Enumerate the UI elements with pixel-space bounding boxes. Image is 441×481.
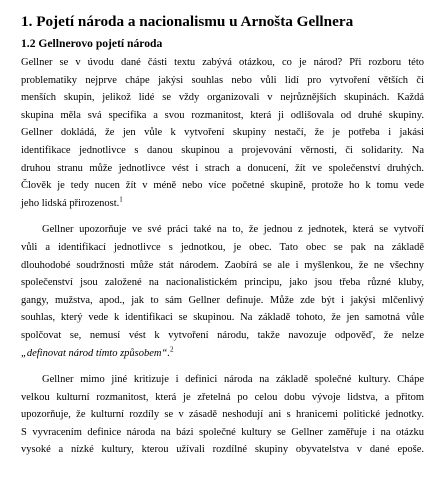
paragraph-line: Gellner dokládá, že jen vůle k vytvoření skupiny nestačí, že je potřeba i jakási bbox=[21, 127, 424, 139]
paragraph-line: Gellner se v úvodu dané části textu zabývá otázkou, co je národ? Při rozboru této bbox=[21, 57, 424, 68]
quotation: „definovat národ tímto způsobem“. bbox=[21, 347, 170, 359]
paragraph-line: gangy, mužstva, apod., jak to sám Gellner definuje. Může zde být i jakýsi mlčenlivý bbox=[21, 294, 424, 306]
document-page bbox=[21, 12, 424, 468]
chapter-heading: 1. Pojetí národa a nacionalismu u Arnošta Gellnera bbox=[21, 13, 354, 30]
paragraph-line: Gellner upozorňuje ve své práci také na to, že jednou z jednotek, která se vytvoří bbox=[42, 224, 424, 236]
paragraph-line: společenství jsou založené na nacionalistickém principu, jako jsou třeba různé kluby, bbox=[21, 277, 424, 289]
paragraph-line: souhlas, který vede k identifikaci se skupinou. Na základě tohoto, že jen samotná vůle bbox=[21, 312, 424, 324]
paragraph-line-text: jeho lidská přirozenost. bbox=[21, 197, 120, 209]
paragraph-last-line bbox=[21, 345, 424, 363]
paragraph-line: S vyvracením definice národa na bázi společné kultury se Gellner zaměřuje i na otázku bbox=[21, 426, 424, 438]
paragraph-3 bbox=[21, 371, 424, 459]
paragraph-line: druhou stranu může jednotlivce vést i strach a donucení, žít ve společenství druhých. bbox=[21, 162, 424, 174]
paragraph-line: Gellner mimo jiné kritizuje i definici národa na základě společné kultury. Chápe bbox=[42, 374, 424, 386]
paragraph-line: menších skupin, jelikož lidé se vždy organizovali v nejrůznějších skupinách. Každá bbox=[21, 92, 424, 104]
section-heading: 1.2 Gellnerovo pojetí národa bbox=[21, 37, 163, 50]
paragraph-line: upozorňuje, že kulturní rozdíly se v zásadě neshodují ani s hranicemi politické jednotky. bbox=[21, 409, 424, 421]
paragraph-line: vůli a identifikací jednotlivce s jednotkou, je obec. Tato obec se pak na základě bbox=[21, 241, 424, 253]
paragraph-line: identifikace jednotlivce s danou skupinou a projevování věrnosti, či solidarity. Na bbox=[21, 144, 424, 156]
paragraph-line: Člověk je tedy nucen žít v méně nebo více početné skupině, protože ho k tomu vede bbox=[21, 180, 424, 192]
paragraph-last-line bbox=[21, 195, 424, 213]
paragraph-2 bbox=[21, 221, 424, 362]
footnote-marker: 2 bbox=[169, 345, 174, 353]
paragraph-line: velkou kulturní rozmanitost, která je zřetelná po celou dobu vývoje lidstva, a přitom bbox=[21, 391, 424, 403]
paragraph-line: problematiky nejprve chápe jakýsi souhlas nebo vůli lidí pro vytvoření větších či bbox=[21, 74, 424, 86]
footnote-marker: 1 bbox=[119, 195, 123, 204]
paragraph-line: skupina měla svá specifika a svou rozmanitost, která ji odlišovala od druhé skupiny. bbox=[21, 109, 424, 121]
paragraph-line: vysoké a nízké kultury, kterou užívali rozdílné skupiny obyvatelstva v dané epoše. bbox=[21, 444, 424, 456]
paragraph-line: spolčovat se, nemusí vést k vytvoření národu, takže navozuje odpověď, že nelze bbox=[21, 329, 424, 341]
paragraph-line: dlouhodobé soudržnosti může stát národem. Zaobírá se ale i myšlenkou, že ne všechny bbox=[21, 259, 424, 271]
paragraph-1 bbox=[21, 54, 424, 212]
